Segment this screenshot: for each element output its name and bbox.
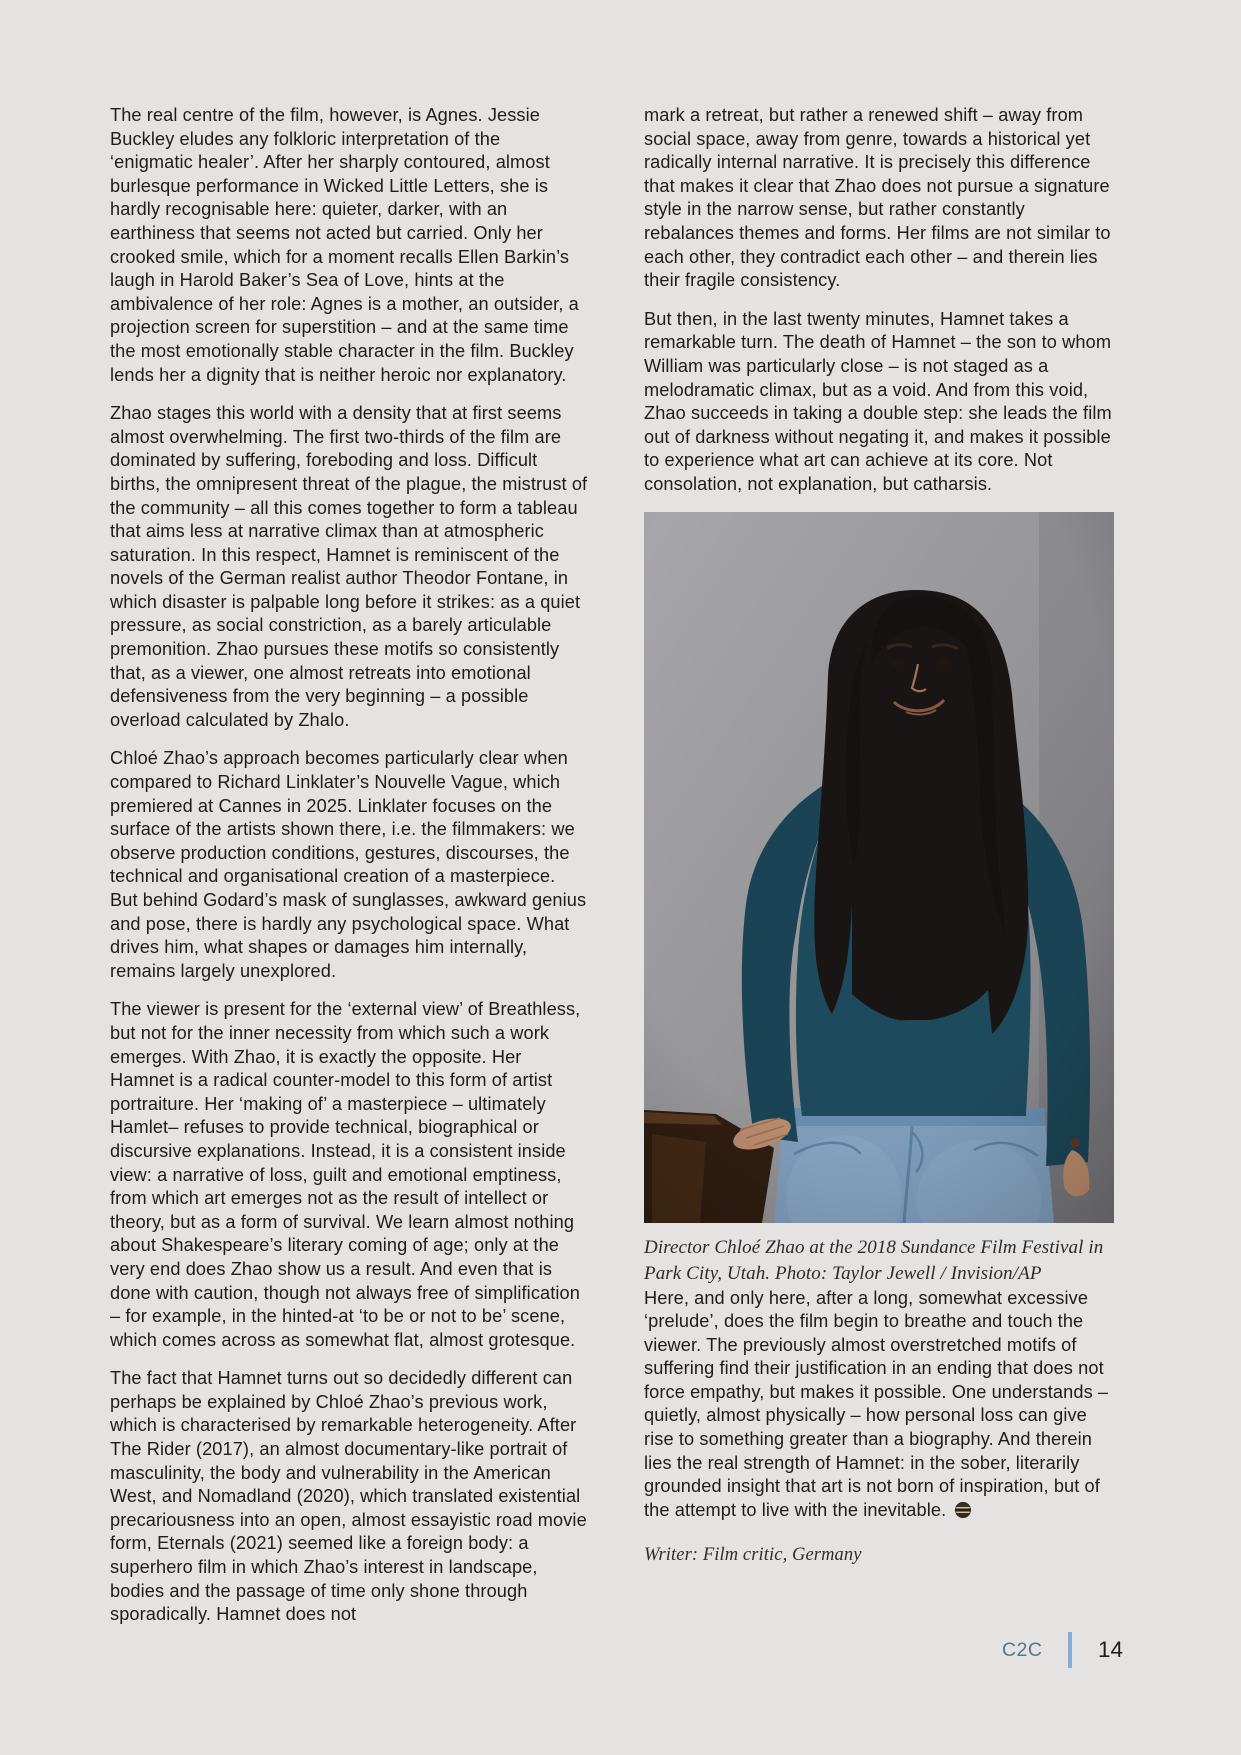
paragraph: But then, in the last twenty minutes, Hamnet takes a remarkable turn. The death of Hamnet – the son to whom William was particularly close – is not staged as a melodramatic climax, but as a void. And from this void, Zhao succeeds in taking a double step: she leads the film out of darkness without negating it, and makes it possible to experience what art can achieve at its core. Not consolation, not explanation, but catharsis. — [644, 308, 1112, 494]
paragraph: Zhao stages this world with a density that at first seems almost overwhelming. The first two-thirds of the film are dominated by suffering, foreboding and loss. Difficult births, the omnipresent threat of the plague, the mistrust of the community – all this comes together to form a tableau that aims less at narrative climax than at atmospheric saturation. In this respect, Hamnet is reminiscent of the novels of the German realist author Theodor Fontane, in which disaster is palpable long before it strikes: as a quiet pressure, as social constriction, as a barely articulable premonition. Zhao pursues these motifs so consistently that, as a viewer, one almost retreats into emotional defensiveness from the very beginning – a possible overload calculated by Zhalo. — [110, 403, 588, 730]
paragraph: The real centre of the film, however, is Agnes. Jessie Buckley eludes any folkloric interpretation of the ‘enigmatic healer’. After her sharply contoured, almost burlesque performance in Wicked Little Letters, she is hardly recognisable here: quieter, darker, with an earthiness that seems not acted but carried. Only her crooked smile, which for a moment recalls Ellen Barkin’s laugh in Harold Baker’s Sea of Love, hints at the ambivalence of her role: Agnes is a mother, an outsider, a projection screen for superstition – and at the same time the most emotionally stable character in the film. Buckley lends her a dignity that is neither heroic nor explanatory. — [110, 105, 579, 385]
brand-label: C2C — [1001, 1638, 1043, 1661]
paragraph: The viewer is present for the ‘external view’ of Breathless, but not for the inner necessity from which such a work emerges. With Zhao, it is exactly the opposite. Her Hamnet is a radical counter-model to this form of artist portraiture. Her ‘making of’ a masterpiece – ultimately Hamlet– refuses to provide technical, biographical or discursive explanations. Instead, it is a consistent inside view: a narrative of loss, guilt and emotional emptiness, from which art emerges not as the result of intellect or theory, but as a form of survival. We learn almost nothing about Shakespeare’s literary coming of age; only at the very end does Zhao show us a result. And even that is done with caution, though not always free of simplification – for example, in the hinted-at ‘to be or not to be’ scene, which comes across as somewhat flat, almost grotesque. — [110, 999, 581, 1350]
photo-caption: Director Chloé Zhao at the 2018 Sundance Film Festival in Park City, Utah. Photo: Taylor Jewell / Invision/AP — [644, 1236, 1104, 1284]
article-end-mark-icon — [955, 1502, 971, 1518]
chloe-zhao-portrait-photo — [644, 512, 1114, 1223]
paragraph — [644, 1287, 1114, 1523]
paragraph: mark a retreat, but rather a renewed shift – away from social space, away from genre, towards a historical yet radically internal narrative. It is precisely this difference that makes it clear that Zhao does not pursue a signature style in the narrow sense, but rather constantly rebalances themes and forms. Her films are not similar to each other, they contradict each other – and therein lies their fragile consistency. — [644, 105, 1111, 291]
writer-byline: Writer: Film critic, Germany — [644, 1545, 862, 1566]
page-number: 14 — [1097, 1637, 1123, 1662]
footer-divider — [1068, 1632, 1072, 1668]
paragraph-text: Here, and only here, after a long, somewhat excessive ‘prelude’, does the film begin to breathe and touch the viewer. The previously almost overstretched motifs of suffering find their justification in an ending that does not force empathy, but makes it possible. One understands – quietly, almost physically – how personal loss can give rise to something greater than a biography. And therein lies the real strength of Hamnet: in the sober, literarily grounded insight that art is not born of inspiration, but of the attempt to live with the inevitable. — [644, 1287, 1109, 1520]
paragraph: The fact that Hamnet turns out so decidedly different can perhaps be explained by Chloé Zhao’s previous work, which is characterised by remarkable heterogeneity. After The Rider (2017), an almost documentary-like portrait of masculinity, the body and vulnerability in the American West, and Nomadland (2020), which translated existential precariousness into an open, almost essayistic road movie form, Eternals (2021) seemed like a foreign body: a superhero film in which Zhao’s interest in landscape, bodies and the passage of time only shone through sporadically. Hamnet does not — [110, 1368, 587, 1625]
right-column — [644, 104, 1114, 1587]
page-footer — [1002, 1630, 1123, 1670]
article-photo-figure — [644, 512, 1114, 1287]
left-column — [110, 104, 588, 1642]
paragraph: Chloé Zhao’s approach becomes particularly clear when compared to Richard Linklater’s Nouvelle Vague, which premiered at Cannes in 2025. Linklater focuses on the surface of the artists shown there, i.e. the filmmakers: we observe production conditions, gestures, discourses, the technical and organisational creation of a masterpiece. But behind Godard’s mask of sunglasses, awkward genius and pose, there is hardly any psychological space. What drives him, what shapes or damages him internally, remains largely unexplored. — [110, 748, 587, 981]
